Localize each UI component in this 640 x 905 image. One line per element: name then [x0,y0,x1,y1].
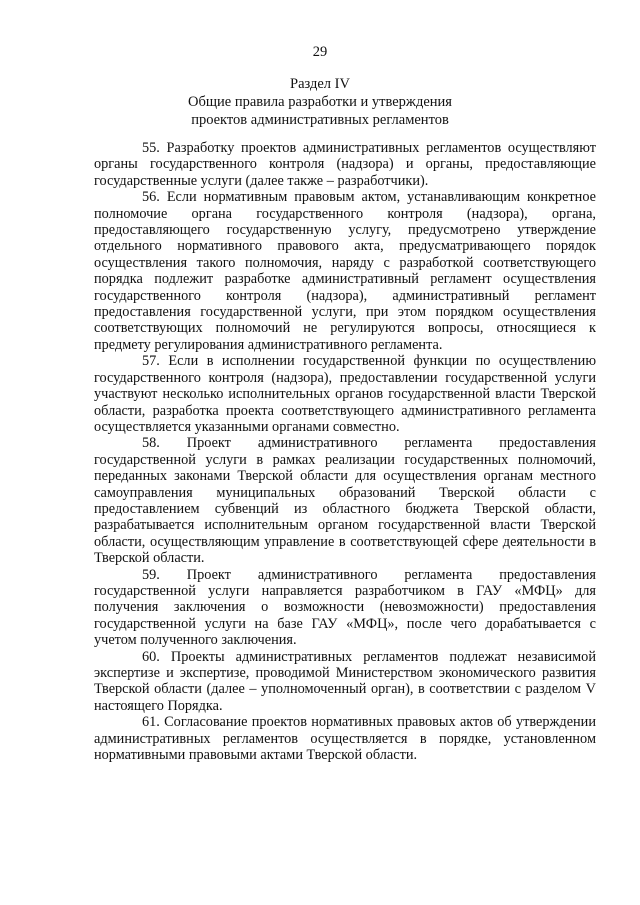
page-number: 29 [312,44,328,60]
section-heading [0,75,640,129]
section-subtitle-line-2: проектов административных регламентов [191,112,449,128]
paragraph-58: 58. Проект административного регламента предоставления государственной услуги в рамках реализации государственных полномочий, переданных законами Тверской области для осуществления органам местного самоуправления муниципальных образований Тверской области с предоставлением субвенций из областного бюджета Тверской области, разрабатывается исполнительным органом государственной власти Тверской области, осуществляющим управление в соответствующей сфере деятельности в Тверской области. [94,435,596,567]
paragraph-57: 57. Если в исполнении государственной функции по осуществлению государственного контроля (надзора), предоставлении государственной услуги участвуют несколько исполнительных органов государственной власти Тверской области, разработка проекта соответствующего административного регламента осуществляется указанными органами совместно. [94,353,596,435]
paragraph-61: 61. Согласование проектов нормативных правовых актов об утверждении административных регламентов осуществляется в порядке, установленном нормативными правовыми актами Тверской области. [94,714,596,764]
paragraph-59: 59. Проект административного регламента предоставления государственной услуги направляется разработчиком в ГАУ «МФЦ» для получения заключения о возможности (невозможности) предоставления государственной услуги на базе ГАУ «МФЦ», после чего дорабатывается с учетом полученного заключения. [94,566,596,649]
section-title: Раздел IV [290,76,350,92]
paragraph-55: 55. Разработку проектов административных регламентов осуществляют органы государственного контроля (надзора) и органы, предоставляющие государственные услуги (далее также – разработчики). [94,140,596,189]
paragraph-60: 60. Проекты административных регламентов подлежат независимой экспертизе и экспертизе, проводимой Министерством экономического развития Тверской области (далее – уполномоченный орган), в соответствии с разделом V настоящего Порядка. [94,648,596,714]
body-text [94,140,596,763]
paragraph-56: 56. Если нормативным правовым актом, устанавливающим конкретное полномочие органа государственного контроля (надзора), органа, предоставляющего государственную услугу, предусмотрено утверждение отдельного нормативного правового акта, предусматривающего порядок осуществления такого полномочия, наряду с разработкой соответствующего порядка подлежит разработке административный регламент осуществления государственного контроля (надзора), административный регламент предоставления государственной услуги, при этом порядком осуществления соответствующих полномочий не регулируются вопросы, относящиеся к предмету регулирования административного регламента. [94,189,596,353]
section-subtitle-line-1: Общие правила разработки и утверждения [188,94,452,110]
